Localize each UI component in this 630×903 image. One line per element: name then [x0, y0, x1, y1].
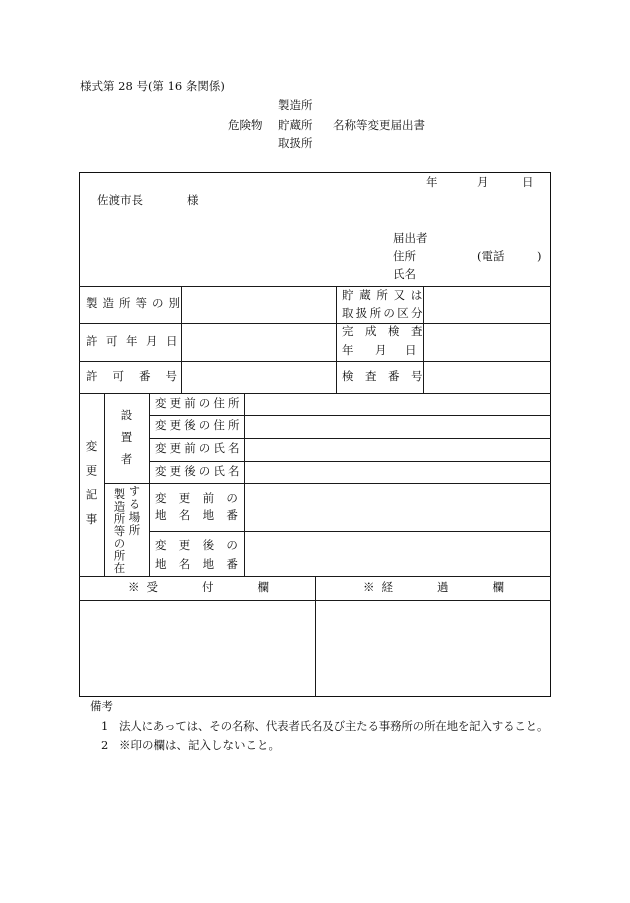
table-rule: [149, 393, 150, 576]
phone-label: (電話: [477, 249, 505, 263]
address-label: 住所: [393, 249, 416, 263]
permit-number-label: 許可番号: [86, 369, 192, 383]
storage-handling-value: [424, 287, 551, 323]
prev-address-value: [245, 394, 551, 415]
completion-inspection-label: 完成検査: [342, 324, 434, 338]
new-address-value: [245, 416, 551, 438]
facility-category-label: 製造所等の別: [86, 296, 185, 310]
reception-field: [80, 601, 315, 696]
honorific: 様: [187, 193, 199, 207]
permit-date-value: [182, 324, 336, 361]
completion-month-label: 月: [375, 343, 387, 357]
completion-day-label: 日: [405, 343, 417, 357]
form-number: 様式第 28 号(第 16 条関係): [80, 79, 225, 93]
installer-item-new-address: 変更後の住所: [155, 418, 243, 432]
installer-label: 設置者: [119, 409, 134, 475]
date-month-label: 月: [477, 175, 489, 189]
note-text: 法人にあっては、その名称、代表者氏名及び主たる事務所の所在地を記入すること。: [119, 719, 549, 733]
change-details-label: 変更記事: [84, 440, 99, 538]
table-rule: [336, 286, 337, 393]
completion-inspection-date-value: [424, 324, 551, 361]
installer-item-prev-name: 変更前の氏名: [155, 441, 243, 455]
date-day-label: 日: [522, 175, 534, 189]
phone-close-paren: ): [537, 249, 542, 263]
installer-item-new-name: 変更後の氏名: [155, 464, 243, 478]
table-rule: [104, 393, 105, 576]
location-label-col2: する場所: [127, 485, 142, 537]
prev-name-value: [245, 439, 551, 461]
location-prev-line2: 地名地番: [155, 508, 251, 522]
inspection-number-value: [424, 362, 551, 393]
note-number: 2: [101, 738, 109, 752]
name-label: 氏名: [393, 267, 416, 281]
progress-column-header: ※経 過 欄: [363, 580, 511, 594]
location-new-line1: 変更後の: [155, 538, 251, 552]
date-year-label: 年: [426, 175, 438, 189]
location-prev-line1: 変更前の: [155, 491, 251, 505]
title-prefix: 危険物: [228, 118, 263, 132]
storage-handling-label-line2: 取扱所の区分: [342, 306, 425, 320]
new-location-value: [245, 532, 551, 576]
reception-column-header: ※受 付 欄: [128, 580, 276, 594]
title-facility-handling: 取扱所: [278, 136, 313, 150]
location-label-col1: 製造所等の所在: [112, 488, 127, 575]
new-name-value: [245, 462, 551, 483]
applicant-label: 届出者: [393, 231, 428, 245]
title-facility-storage: 貯蔵所: [278, 118, 313, 132]
notes-heading: 備考: [90, 699, 113, 713]
prev-location-value: [245, 484, 551, 531]
facility-category-value: [182, 287, 336, 323]
permit-date-label: 許可年月日: [86, 334, 186, 348]
installer-item-prev-address: 変更前の住所: [155, 396, 243, 410]
inspection-number-label: 検査番号: [342, 369, 434, 383]
completion-year-label: 年: [342, 343, 354, 357]
permit-number-value: [182, 362, 336, 393]
note-text: ※印の欄は、記入しないこと。: [119, 738, 280, 752]
addressee: 佐渡市長: [97, 193, 143, 207]
title-suffix: 名称等変更届出書: [333, 118, 425, 132]
location-new-line2: 地名地番: [155, 557, 251, 571]
note-number: 1: [101, 719, 109, 733]
storage-handling-label-line1: 貯蔵所又は: [342, 288, 428, 302]
title-facility-manufacturing: 製造所: [278, 98, 313, 112]
progress-field: [316, 601, 550, 696]
